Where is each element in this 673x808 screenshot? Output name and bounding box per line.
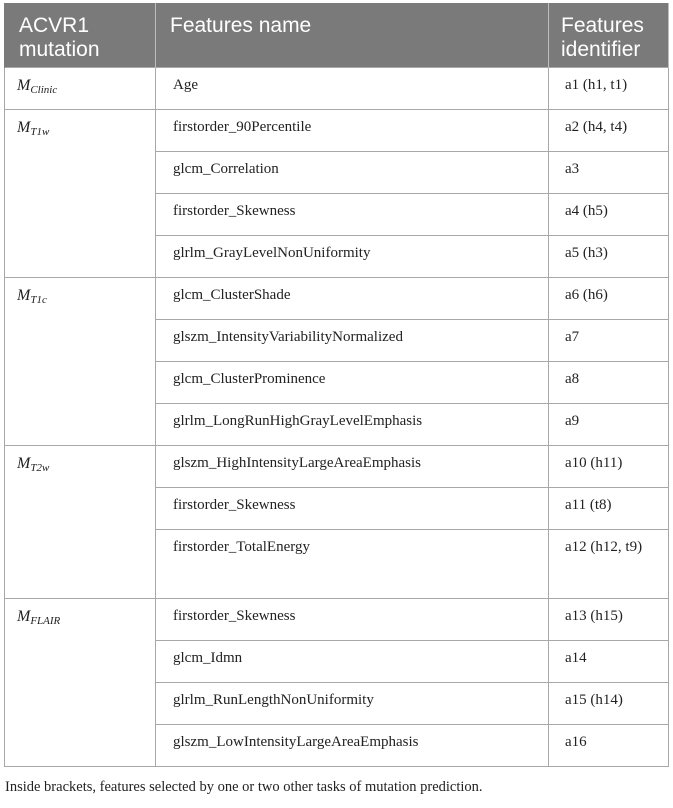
feature-identifier: a13 (h15)	[549, 599, 669, 641]
feature-name: glszm_HighIntensityLargeAreaEmphasis	[156, 446, 549, 488]
table-row	[5, 110, 669, 152]
feature-name: firstorder_Skewness	[156, 194, 549, 236]
header-features-identifier: Features identifier	[549, 3, 669, 68]
feature-name: glrlm_RunLengthNonUniformity	[156, 683, 549, 725]
feature-identifier: a15 (h14)	[549, 683, 669, 725]
feature-identifier: a1 (h1, t1)	[549, 68, 669, 110]
feature-name: glszm_IntensityVariabilityNormalized	[156, 320, 549, 362]
feature-identifier: a9	[549, 404, 669, 446]
group-label-t2w: $M_{T2w}$	[5, 446, 156, 599]
feature-identifier: a11 (t8)	[549, 488, 669, 530]
table-header	[5, 3, 669, 68]
feature-name: glrlm_LongRunHighGrayLevelEmphasis	[156, 404, 549, 446]
group-label-clinic: $M_{Clinic}$	[5, 68, 156, 110]
table-row	[5, 68, 669, 110]
group-label-flair: $M_{FLAIR}$	[5, 599, 156, 767]
feature-identifier: a4 (h5)	[549, 194, 669, 236]
table-row	[5, 599, 669, 641]
feature-name: firstorder_TotalEnergy	[156, 530, 549, 599]
group-label-t1c: $M_{T1c}$	[5, 278, 156, 446]
feature-name: glcm_Correlation	[156, 152, 549, 194]
feature-identifier: a5 (h3)	[549, 236, 669, 278]
feature-name: Age	[156, 68, 549, 110]
feature-identifier: a16	[549, 725, 669, 767]
feature-identifier: a12 (h12, t9)	[549, 530, 669, 599]
feature-identifier: a6 (h6)	[549, 278, 669, 320]
feature-name: glcm_ClusterProminence	[156, 362, 549, 404]
feature-name: glcm_ClusterShade	[156, 278, 549, 320]
header-features-name: Features name	[156, 3, 549, 68]
table-footnote: Inside brackets, features selected by one or two other tasks of mutation prediction.	[5, 779, 483, 795]
feature-name: glcm_Idmn	[156, 641, 549, 683]
header-mutation: ACVR1 mutation	[5, 3, 156, 68]
feature-identifier: a10 (h11)	[549, 446, 669, 488]
table-row	[5, 446, 669, 488]
group-label-t1w: $M_{T1w}$	[5, 110, 156, 278]
feature-name: firstorder_90Percentile	[156, 110, 549, 152]
feature-name: glszm_LowIntensityLargeAreaEmphasis	[156, 725, 549, 767]
feature-identifier: a2 (h4, t4)	[549, 110, 669, 152]
feature-identifier: a14	[549, 641, 669, 683]
feature-identifier: a3	[549, 152, 669, 194]
feature-name: firstorder_Skewness	[156, 488, 549, 530]
feature-name: firstorder_Skewness	[156, 599, 549, 641]
feature-identifier: a8	[549, 362, 669, 404]
features-table	[4, 3, 669, 767]
feature-name: glrlm_GrayLevelNonUniformity	[156, 236, 549, 278]
table-row	[5, 278, 669, 320]
feature-identifier: a7	[549, 320, 669, 362]
